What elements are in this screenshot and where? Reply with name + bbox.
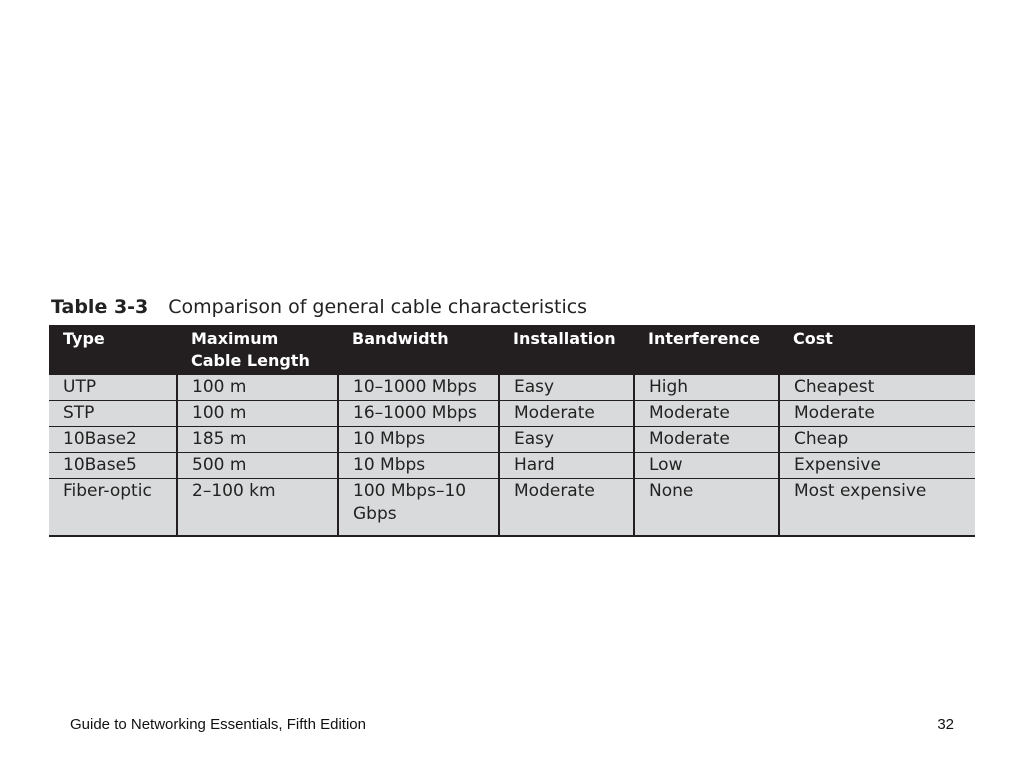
cell-installation: Easy <box>499 375 634 401</box>
cell-cost: Moderate <box>779 401 975 427</box>
cell-length: 100 m <box>177 375 338 401</box>
cell-cost: Cheapest <box>779 375 975 401</box>
cell-cost: Most expensive <box>779 479 975 536</box>
cell-interference: Moderate <box>634 427 779 453</box>
cell-bandwidth: 16–1000 Mbps <box>338 401 499 427</box>
cell-cost: Cheap <box>779 427 975 453</box>
cell-installation: Hard <box>499 453 634 479</box>
cell-interference: High <box>634 375 779 401</box>
cell-bandwidth: 100 Mbps–10 Gbps <box>338 479 499 536</box>
table-row <box>49 375 975 401</box>
table-row <box>49 479 975 536</box>
cell-type: Fiber-optic <box>49 479 177 536</box>
cell-cost: Expensive <box>779 453 975 479</box>
header-bandwidth: Bandwidth <box>338 325 499 375</box>
table-row <box>49 401 975 427</box>
header-cost: Cost <box>779 325 975 375</box>
cell-interference: Low <box>634 453 779 479</box>
cell-installation: Moderate <box>499 479 634 536</box>
table-header-row <box>49 325 975 375</box>
table-caption <box>51 296 587 318</box>
cell-type: STP <box>49 401 177 427</box>
footer-page-number: 32 <box>937 716 954 733</box>
cell-length: 100 m <box>177 401 338 427</box>
table-number: Table 3-3 <box>51 296 149 318</box>
cell-interference: None <box>634 479 779 536</box>
cable-characteristics-table <box>49 325 975 537</box>
header-type: Type <box>49 325 177 375</box>
table-row <box>49 427 975 453</box>
table-row <box>49 453 975 479</box>
cell-interference: Moderate <box>634 401 779 427</box>
footer-book-title: Guide to Networking Essentials, Fifth Edition <box>70 716 366 733</box>
header-max-cable-length: Maximum Cable Length <box>177 325 338 375</box>
cell-installation: Easy <box>499 427 634 453</box>
cell-length: 2–100 km <box>177 479 338 536</box>
cell-type: 10Base5 <box>49 453 177 479</box>
cell-bandwidth: 10–1000 Mbps <box>338 375 499 401</box>
cell-bandwidth: 10 Mbps <box>338 427 499 453</box>
cell-bandwidth: 10 Mbps <box>338 453 499 479</box>
cell-type: 10Base2 <box>49 427 177 453</box>
cell-type: UTP <box>49 375 177 401</box>
cell-length: 500 m <box>177 453 338 479</box>
cell-installation: Moderate <box>499 401 634 427</box>
cell-length: 185 m <box>177 427 338 453</box>
table-title: Comparison of general cable characteristics <box>168 296 588 318</box>
header-interference: Interference <box>634 325 779 375</box>
header-installation: Installation <box>499 325 634 375</box>
